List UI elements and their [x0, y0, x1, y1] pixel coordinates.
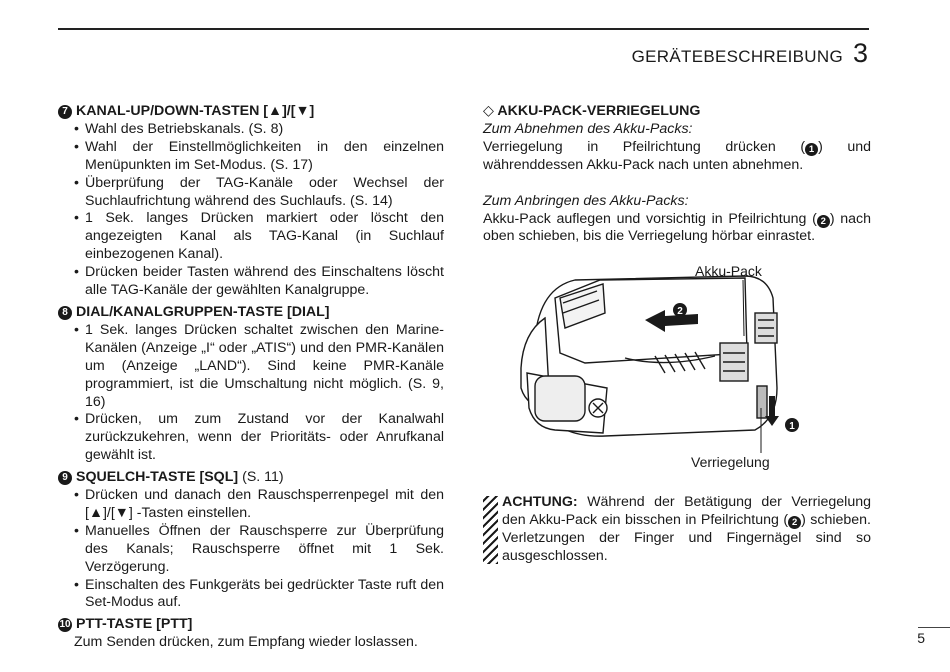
section-number-badge: 9: [58, 471, 72, 485]
chapter-title: GERÄTEBESCHREIBUNG: [631, 47, 843, 66]
paragraph-text: Verriegelung in Pfeilrichtung drücken (: [483, 138, 806, 155]
paragraph: [483, 139, 871, 175]
caution-box: [483, 493, 871, 565]
right-column: [483, 100, 871, 246]
list-item: • Drücken und danach den Rauschsperrenpegel mit den [▲]/[▼] -Tasten einstellen.: [74, 487, 444, 523]
left-column: [58, 100, 444, 652]
step-1-marker: 1: [805, 143, 818, 156]
list-item: • 1 Sek. langes Drücken markiert oder löscht den angezeigten Kanal als TAG-Kanal (in Suchlauf einbezogenen Kanal).: [74, 210, 444, 264]
caution-text-part: Während der Betätigung der Verriegelung den Akku-Pack ein bisschen in Pfeilrichtung (: [502, 494, 871, 529]
section-title-suffix: (S. 11): [242, 469, 284, 486]
section-heading: [58, 103, 444, 121]
bullet-list: [58, 322, 444, 465]
list-item: • Drücken, um zum Zustand vor der Kanalwahl zurückzukehren, wenn der Prioritäts- oder Anrufkanal gewählt ist.: [74, 411, 444, 465]
page-number: 5: [917, 630, 925, 646]
section-heading: [58, 469, 444, 487]
section-number-badge: 7: [58, 105, 72, 119]
section-text: Zum Senden drücken, zum Empfang wieder loslassen.: [74, 634, 418, 651]
section-title: SQUELCH-TASTE [SQL]: [76, 469, 239, 486]
chapter-header: [632, 38, 868, 69]
paragraph-text: ) und währenddessen Akku-Pack nach unten abnehmen.: [483, 138, 871, 173]
caution-stripe-icon: [483, 496, 498, 564]
section-title: DIAL/KANALGRUPPEN-TASTE [DIAL]: [76, 303, 330, 320]
section-heading: [58, 616, 444, 634]
section-title: KANAL-UP/DOWN-TASTEN [▲]/[▼]: [76, 103, 315, 119]
marker-1: 1: [789, 421, 795, 432]
list-item: • Wahl des Betriebskanals. (S. 8): [74, 121, 444, 139]
list-item: • Manuelles Öffnen der Rauschsperre zur Überprüfung des Kanals; Rauschsperre öffnet mit 1 Sek. Verzögerung.: [74, 523, 444, 577]
bullet-list: [58, 121, 444, 300]
step-2-marker: 2: [788, 516, 801, 529]
label-akku-pack: Akku-Pack: [695, 263, 762, 279]
list-item: • Drücken beider Tasten während des Einschaltens löscht alle TAG-Kanäle der gewählten Kanalgruppe.: [74, 264, 444, 300]
list-item: • Einschalten des Funkgeräts bei gedrückter Taste ruft den Set-Modus auf.: [74, 577, 444, 613]
list-item: • Wahl der Einstellmöglichkeiten in den einzelnen Menüpunkten im Set-Modus. (S. 17): [74, 139, 444, 175]
battery-pack-illustration: [515, 258, 875, 473]
paragraph-text: ) nach oben schieben, bis die Verriegelung hörbar einrastet.: [483, 210, 872, 245]
caution-text: [483, 493, 871, 565]
section-number-badge: 8: [58, 306, 72, 320]
section-heading: ◇ AKKU-PACK-VERRIEGELUNG: [483, 103, 701, 119]
paragraph-text: Akku-Pack auflegen und vorsichtig in Pfeilrichtung (: [483, 210, 817, 227]
step-2-marker: 2: [817, 215, 830, 228]
chapter-number: 3: [852, 38, 868, 68]
header-rule: [58, 28, 869, 30]
caution-text-part: ) schieben. Verletzungen der Finger und Fingernägel sind so ausgeschlossen.: [502, 512, 871, 565]
footer-rule: [918, 627, 950, 628]
section-title: PTT-TASTE [PTT]: [76, 616, 193, 633]
list-item: • 1 Sek. langes Drücken schaltet zwischen den Marine-Kanälen (Anzeige „I“ oder „ATIS“) und den PMR-Kanälen um (Anzeige „LAND“). Sind keine PMR-Kanäle programmiert, ist die Umschaltung nicht möglich. (S. 9, 16): [74, 322, 444, 412]
subheading: Zum Abnehmen des Akku-Packs:: [483, 120, 693, 137]
bullet-list: [58, 487, 444, 612]
section-number-badge: 10: [59, 619, 71, 631]
subheading: Zum Anbringen des Akku-Packs:: [483, 192, 689, 209]
section-heading: [58, 304, 444, 322]
paragraph: [483, 211, 871, 247]
caution-label: ACHTUNG:: [502, 494, 578, 510]
label-verriegelung: Verriegelung: [691, 454, 770, 470]
list-item: • Überprüfung der TAG-Kanäle oder Wechsel der Suchlaufrichtung während des Suchlaufs. (S. 14): [74, 175, 444, 211]
marker-2: 2: [677, 306, 683, 317]
